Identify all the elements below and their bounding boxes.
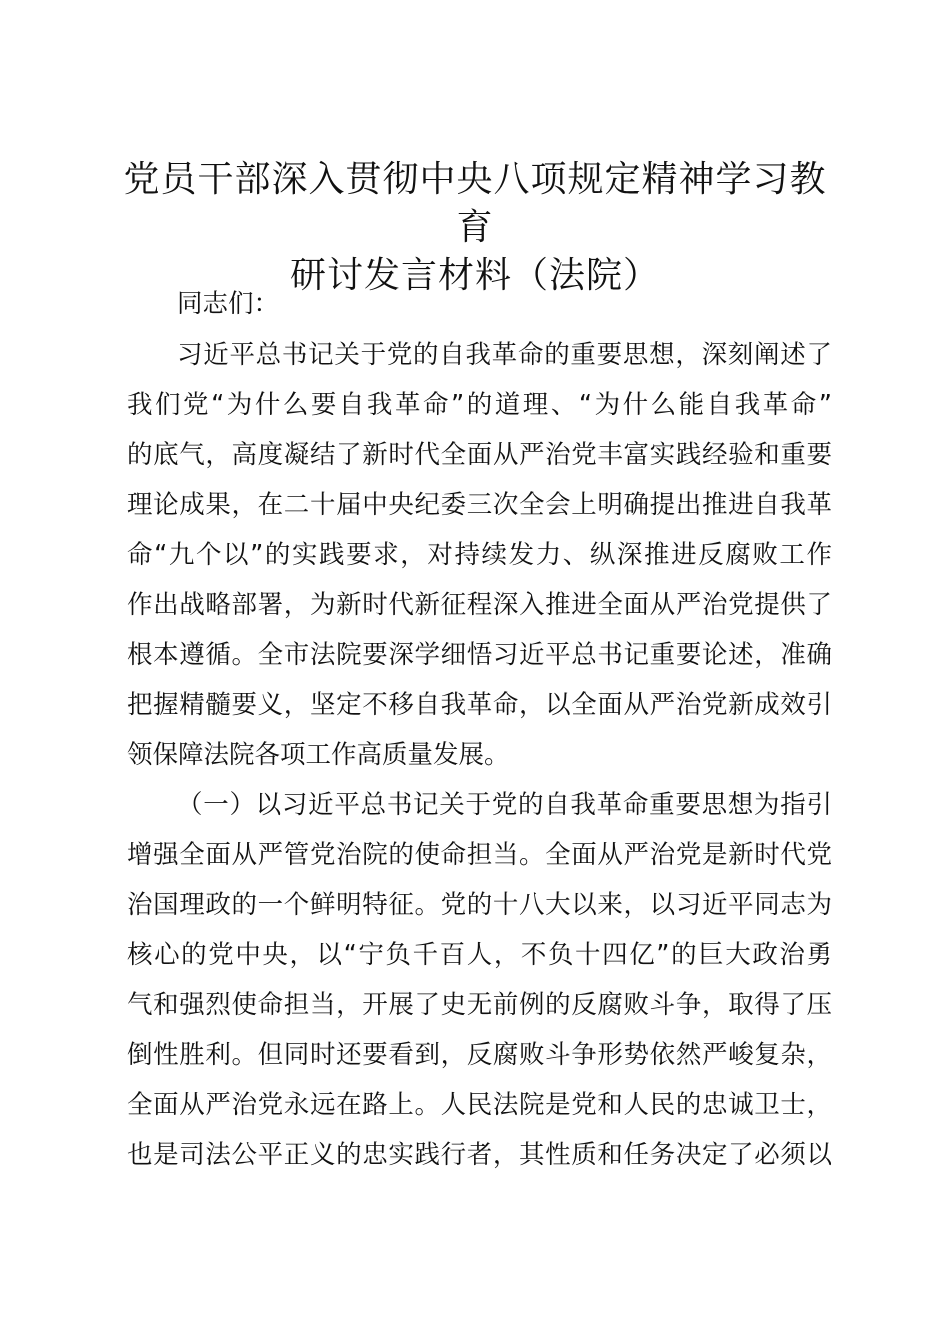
paragraph-line: 也是司法公平正义的忠实践行者，其性质和任务决定了必须以	[127, 1140, 832, 1170]
paragraph-line: 理论成果，在二十届中央纪委三次全会上明确提出推进自我革	[127, 490, 832, 520]
paragraph-line: 增强全面从严管党治院的使命担当。全面从严治党是新时代党	[127, 840, 832, 870]
greeting: 同志们：	[177, 289, 280, 319]
paragraph-line: 核心的党中央，以“宁负千百人，不负十四亿”的巨大政治勇	[127, 940, 832, 970]
paragraph-line: 根本遵循。全市法院要深学细悟习近平总书记重要论述，准确	[127, 640, 832, 670]
paragraph-line: 气和强烈使命担当，开展了史无前例的反腐败斗争，取得了压	[127, 990, 832, 1020]
paragraph-line: 命“九个以”的实践要求，对持续发力、纵深推进反腐败工作	[127, 540, 832, 570]
paragraph-line: （一）以习近平总书记关于党的自我革命重要思想为指引	[177, 790, 832, 820]
paragraph-line: 作出战略部署，为新时代新征程深入推进全面从严治党提供了	[127, 590, 832, 620]
document-title	[118, 156, 832, 300]
paragraph-line: 习近平总书记关于党的自我革命的重要思想，深刻阐述了	[177, 340, 832, 370]
paragraph-line: 领保障法院各项工作高质量发展。	[127, 740, 510, 770]
paragraph-line: 我们党“为什么要自我革命”的道理、“为什么能自我革命”	[127, 390, 832, 420]
title-line-1: 党员干部深入贯彻中央八项规定精神学习教育	[123, 159, 827, 248]
title-line-2: 研讨发言材料（法院）	[289, 255, 660, 296]
paragraph-line: 把握精髓要义，坚定不移自我革命，以全面从严治党新成效引	[127, 690, 832, 720]
paragraph-line: 全面从严治党永远在路上。人民法院是党和人民的忠诚卫士，	[127, 1090, 832, 1120]
paragraph-line: 的底气，高度凝结了新时代全面从严治党丰富实践经验和重要	[127, 440, 832, 470]
paragraph-line: 治国理政的一个鲜明特征。党的十八大以来，以习近平同志为	[127, 890, 832, 920]
paragraph-line: 倒性胜利。但同时还要看到，反腐败斗争形势依然严峻复杂，	[127, 1040, 832, 1070]
